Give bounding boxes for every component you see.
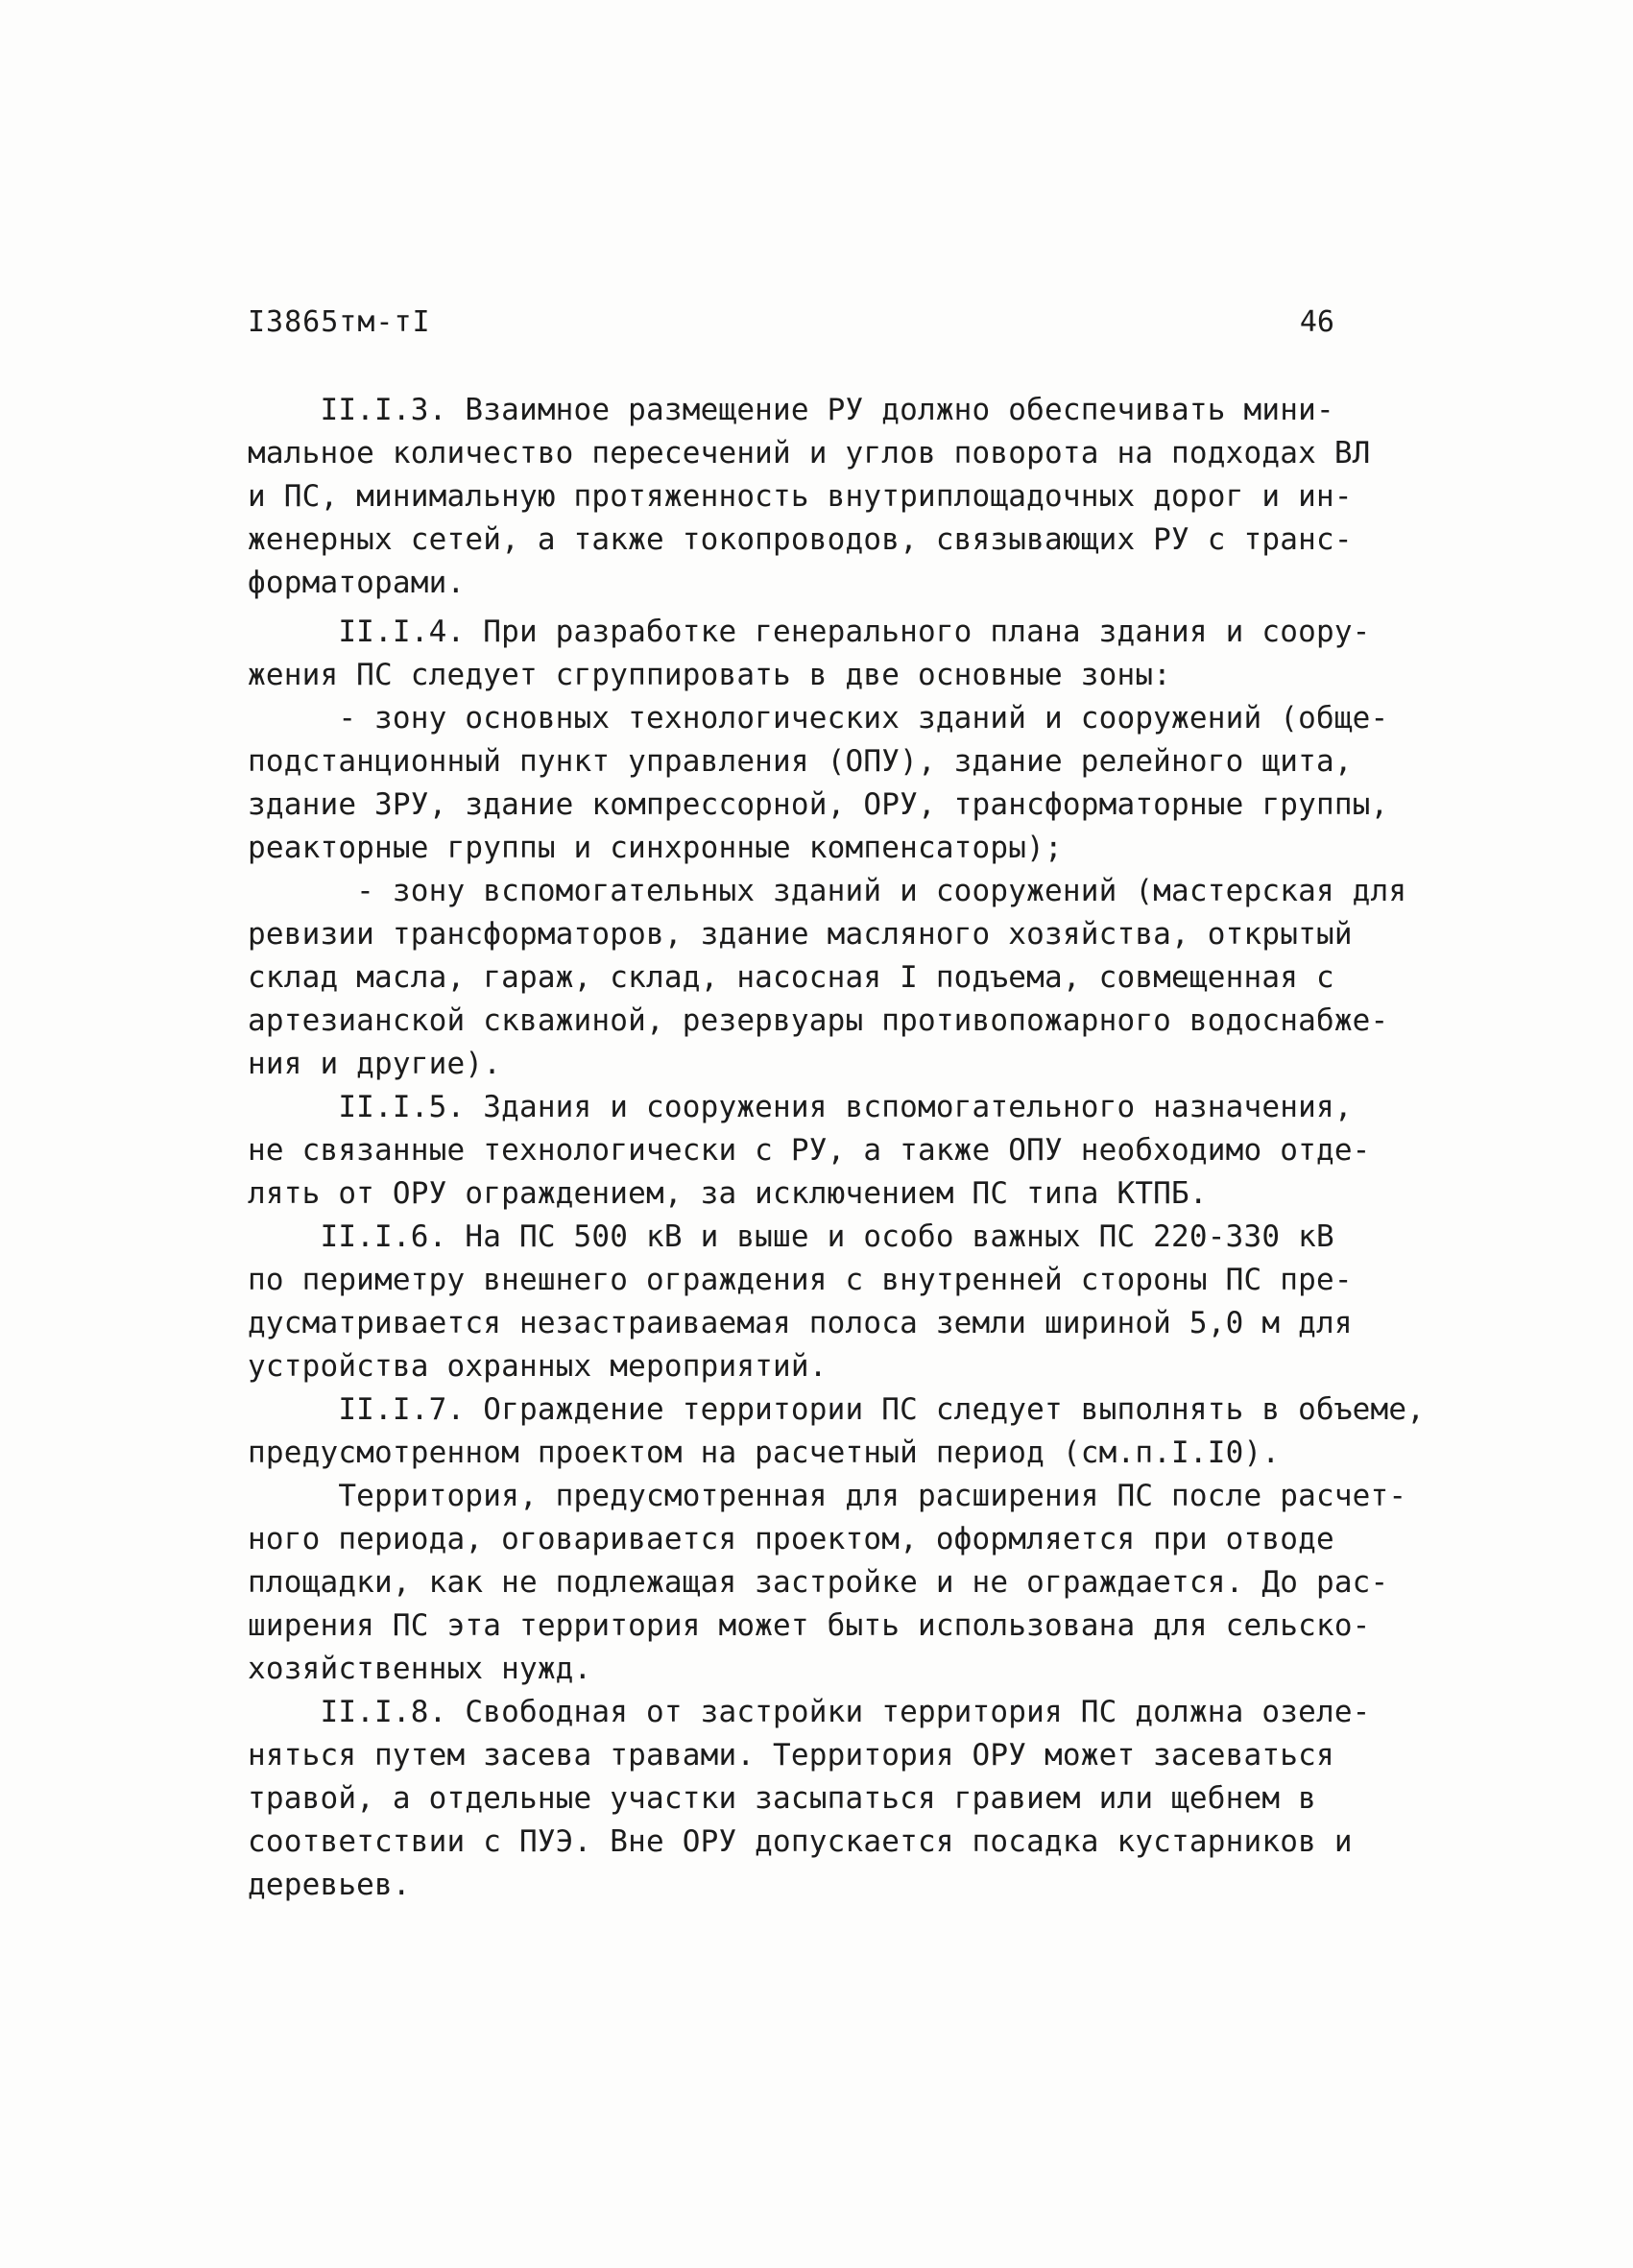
text-line: здание ЗРУ, здание компрессорной, ОРУ, трансформаторные группы, xyxy=(248,787,1389,822)
text-line: ния и другие). xyxy=(248,1047,502,1081)
text-line: - зону основных технологических зданий и сооружений (обще- xyxy=(248,701,1389,736)
text-line: Территория, предусмотренная для расширения ПС после расчет- xyxy=(248,1479,1407,1513)
text-line: не связанные технологически с РУ, а также ОПУ необходимо отде- xyxy=(248,1133,1371,1168)
text-line: II.I.3. Взаимное размещение РУ должно обеспечивать мини- xyxy=(248,393,1334,427)
text-line: хозяйственных нужд. xyxy=(248,1652,592,1686)
text-line: няться путем засева травами. Территория ОРУ может засеваться xyxy=(248,1738,1334,1773)
text-line: травой, а отдельные участки засыпаться гравием или щебнем в xyxy=(248,1781,1316,1816)
text-line: устройства охранных мероприятий. xyxy=(248,1349,828,1384)
text-line: жения ПС следует сгруппировать в две основные зоны: xyxy=(248,658,1172,692)
document-body xyxy=(248,389,1426,1907)
text-line: дусматривается незастраиваемая полоса земли шириной 5,0 м для xyxy=(248,1306,1353,1340)
text-line: ного периода, оговаривается проектом, оформляется при отводе xyxy=(248,1522,1334,1556)
text-line: деревьев. xyxy=(248,1868,411,1902)
text-line: площадки, как не подлежащая застройке и не ограждается. До рас- xyxy=(248,1565,1389,1600)
text-line: женерных сетей, а также токопроводов, связывающих РУ с транс- xyxy=(248,522,1353,557)
text-line: II.I.4. При разработке генерального плана здания и соору- xyxy=(248,615,1371,649)
text-line: реакторные группы и синхронные компенсаторы); xyxy=(248,831,1063,865)
text-line: ревизии трансформаторов, здание масляного хозяйства, открытый xyxy=(248,917,1353,952)
text-line: лять от ОРУ ограждением, за исключением ПС типа КТПБ. xyxy=(248,1176,1208,1211)
text-line: ширения ПС эта территория может быть использована для сельско- xyxy=(248,1608,1371,1643)
text-line: II.I.8. Свободная от застройки территория ПС должна озеле- xyxy=(248,1695,1371,1729)
text-line: II.I.5. Здания и сооружения вспомогательного назначения, xyxy=(248,1090,1353,1124)
text-line: предусмотренном проектом на расчетный период (см.п.I.I0). xyxy=(248,1436,1281,1470)
text-line: соответствии с ПУЭ. Вне ОРУ допускается посадка кустарников и xyxy=(248,1824,1353,1859)
text-line: II.I.6. На ПС 500 кВ и выше и особо важных ПС 220-330 кВ xyxy=(248,1219,1334,1254)
text-line: подстанционный пункт управления (ОПУ), здание релейного щита, xyxy=(248,744,1353,779)
page-header xyxy=(248,305,1334,348)
text-line: склад масла, гараж, склад, насосная I подъема, совмещенная с xyxy=(248,960,1334,995)
text-line: и ПС, минимальную протяженность внутриплощадочных дорог и ин- xyxy=(248,479,1353,514)
text-line: II.I.7. Ограждение территории ПС следует выполнять в объеме, xyxy=(248,1392,1426,1427)
text-line: артезианской скважиной, резервуары противопожарного водоснабже- xyxy=(248,1003,1389,1038)
text-line: мальное количество пересечений и углов поворота на подходах ВЛ xyxy=(248,436,1371,470)
text-line: форматорами. xyxy=(248,566,466,600)
text-line: - зону вспомогательных зданий и сооружений (мастерская для xyxy=(248,874,1407,908)
page-number: 46 xyxy=(1299,305,1334,339)
text-line: по периметру внешнего ограждения с внутренней стороны ПС пре- xyxy=(248,1263,1353,1297)
document-code: I3865тм-тI xyxy=(248,305,431,339)
